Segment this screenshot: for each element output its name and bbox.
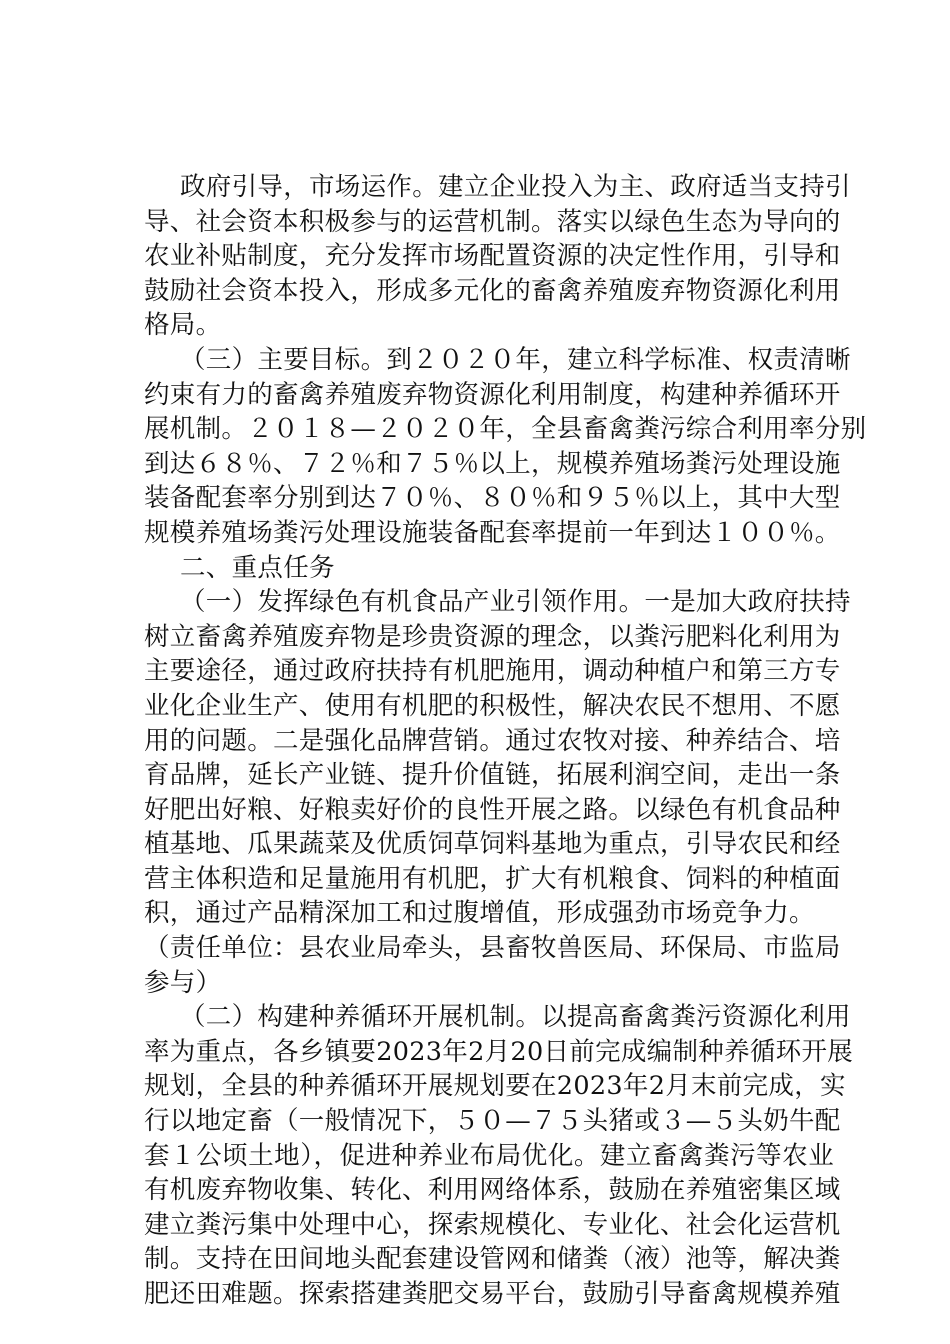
text-line: （责任单位：县农业局牵头，县畜牧兽医局、环保局、市监局 [144, 933, 841, 964]
text-line: 育品牌，延长产业链、提升价值链，拓展利润空间，走出一条 [144, 760, 841, 791]
document-body [144, 170, 867, 1312]
para-task-one [144, 585, 851, 1000]
para-task-two [144, 1000, 854, 1311]
text-line: 行以地定畜（一般情况下，５０—７５头猪或３—５头奶牛配 [144, 1106, 841, 1137]
text-line: 积，通过产品精深加工和过腹增值，形成强劲市场竞争力。 [144, 898, 815, 929]
text-line: 到达６８％、７２％和７５％以上，规模养殖场粪污处理设施 [144, 448, 841, 479]
text-line: 参与） [144, 967, 222, 998]
text-line: 规模养殖场粪污处理设施装备配套率提前一年到达１００％。 [144, 517, 841, 548]
text-line: 农业补贴制度，充分发挥市场配置资源的决定性作用，引导和 [144, 241, 841, 272]
text-line: 营主体积造和足量施用有机肥，扩大有机粮食、饲料的种植面 [144, 863, 841, 894]
para-government-guidance [144, 170, 851, 343]
text-line: 用的问题。二是强化品牌营销。通过农牧对接、种养结合、培 [144, 725, 841, 756]
text-line: （二）构建种养循环开展机制。以提高畜禽粪污资源化利用 [180, 1002, 851, 1033]
text-line: 鼓励社会资本投入，形成多元化的畜禽养殖废弃物资源化利用 [144, 275, 841, 306]
text-line: 有机废弃物收集、转化、利用网络体系，鼓励在养殖密集区域 [144, 1175, 841, 1206]
text-line: 套１公顷土地），促进种养业布局优化。建立畜禽粪污等农业 [144, 1140, 834, 1171]
text-line: 装备配套率分别到达７０％、８０％和９５％以上，其中大型 [144, 483, 841, 514]
text-line: （一）发挥绿色有机食品产业引领作用。一是加大政府扶持 [180, 587, 851, 618]
text-line: 植基地、瓜果蔬菜及优质饲草饲料基地为重点，引导农民和经 [144, 829, 841, 860]
text-line: 格局。 [144, 310, 222, 341]
text-line: 二、重点任务 [180, 552, 335, 583]
text-line: 制。支持在田间地头配套建设管网和储粪（液）池等，解决粪 [144, 1244, 841, 1275]
heading-key-tasks [144, 551, 834, 586]
text-line: 规划，全县的种养循环开展规划要在2023年2月末前完成，实 [144, 1071, 846, 1102]
text-line: 率为重点，各乡镇要2023年2月20日前完成编制种养循环开展 [144, 1036, 854, 1067]
text-line: 主要途径，通过政府扶持有机肥施用，调动种植户和第三方专 [144, 656, 841, 687]
text-line: 肥还田难题。探索搭建粪肥交易平台，鼓励引导畜禽规模养殖 [144, 1279, 841, 1309]
text-line: 建立粪污集中处理中心，探索规模化、专业化、社会化运营机 [144, 1209, 841, 1240]
text-line: 政府引导，市场运作。建立企业投入为主、政府适当支持引 [180, 172, 851, 202]
text-line: 展机制。２０１８—２０２０年，全县畜禽粪污综合利用率分别 [144, 414, 867, 445]
text-line: 业化企业生产、使用有机肥的积极性，解决农民不想用、不愿 [144, 690, 841, 721]
text-line: 约束有力的畜禽养殖废弃物资源化利用制度，构建种养循环开 [144, 379, 841, 410]
text-line: 导、社会资本积极参与的运营机制。落实以绿色生态为导向的 [144, 206, 841, 237]
text-line: （三）主要目标。到２０２０年，建立科学标准、权责清晰 [180, 344, 851, 375]
para-main-goals [144, 343, 867, 551]
text-line: 树立畜禽养殖废弃物是珍贵资源的理念，以粪污肥料化利用为 [144, 621, 841, 652]
text-line: 好肥出好粮、好粮卖好价的良性开展之路。以绿色有机食品种 [144, 794, 841, 825]
